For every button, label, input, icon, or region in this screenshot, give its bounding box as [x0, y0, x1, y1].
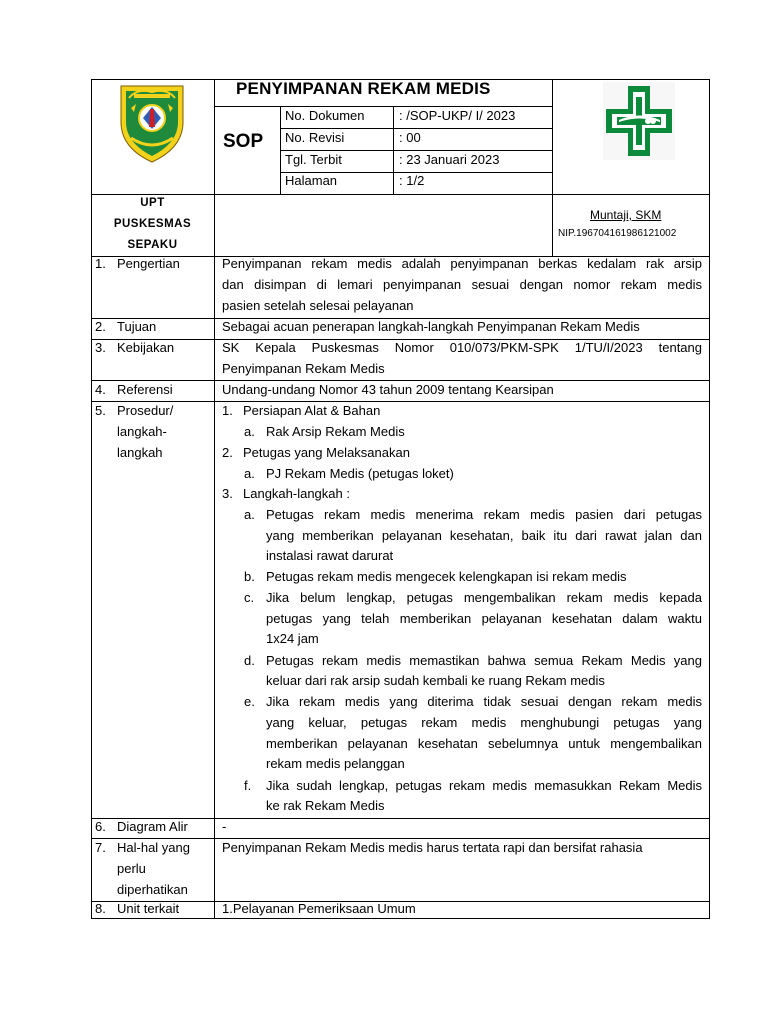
meta-value-doc: : /SOP-UKP/ I/ 2023 — [399, 108, 516, 123]
row-8-label: Unit terkait — [117, 901, 180, 916]
meta-value-date: : 23 Januari 2023 — [399, 152, 500, 167]
step-1-num: 1. — [222, 403, 233, 418]
row-7-num: 7. — [95, 840, 106, 855]
row-1-line-3: pasien setelah selesai pelayanan — [222, 298, 414, 313]
step-3e-line-2: yang keluar, petugas rekam medis menghubungi petugas yang — [266, 715, 702, 730]
row-line-4 — [91, 401, 710, 402]
row-1-line-1: Penyimpanan rekam medis adalah penyimpanan berkas kedalam rak arsip — [222, 256, 702, 271]
step-1a-text: Rak Arsip Rekam Medis — [266, 424, 405, 439]
row-5-label-3: langkah — [117, 445, 163, 460]
meta-label-rev: No. Revisi — [285, 130, 345, 145]
step-3a-line-1: Petugas rekam medis menerima rekam medis pasien dari petugas — [266, 507, 702, 522]
step-3a-letter: a. — [244, 507, 255, 522]
row-1-line-2: dan disimpan di lemari penyimpanan sesuai dengan nomor rekam medis — [222, 277, 702, 292]
step-3f-line-2: ke rak Rekam Medis — [266, 798, 385, 813]
sop-label: SOP — [223, 131, 264, 152]
meta-value-page: : 1/2 — [399, 173, 425, 188]
regency-emblem-icon — [117, 78, 187, 164]
row-7-text: Penyimpanan Rekam Medis medis harus tertata rapi dan bersifat rahasia — [222, 840, 643, 855]
row-3-label: Kebijakan — [117, 340, 175, 355]
organization-name — [91, 193, 214, 256]
step-3f-letter: f. — [244, 778, 252, 793]
row-2-num: 2. — [95, 319, 106, 334]
row-3-line-2: Penyimpanan Rekam Medis — [222, 361, 385, 376]
step-3c-letter: c. — [244, 590, 255, 605]
row-4-label: Referensi — [117, 382, 173, 397]
signatory-name: Muntaji, SKM — [590, 208, 662, 222]
row-1-label: Pengertian — [117, 256, 180, 271]
row-7-label-2: perlu — [117, 861, 146, 876]
step-3e-letter: e. — [244, 694, 255, 709]
step-1a-letter: a. — [244, 424, 255, 439]
step-3e-line-4: rekam medis pelanggan — [266, 756, 405, 771]
step-2-num: 2. — [222, 445, 233, 460]
step-3a-line-2: yang memberikan pelayanan kesehatan, baik itu dari rawat jalan dan — [266, 528, 702, 543]
row-4-text: Undang-undang Nomor 43 tahun 2009 tentang Kearsipan — [222, 382, 554, 397]
step-2a-text: PJ Rekam Medis (petugas loket) — [266, 466, 454, 481]
org-line-2: PUSKESMAS — [113, 218, 192, 230]
step-3c-line-3: 1x24 jam — [266, 631, 319, 646]
step-3a-line-3: instalasi rawat darurat — [266, 548, 394, 563]
org-line-3: SEPAKU — [127, 239, 178, 251]
row-5-label-1: Prosedur/ — [117, 403, 174, 418]
row-2-label: Tujuan — [117, 319, 157, 334]
step-3c-line-1: Jika belum lengkap, petugas mengembalikan rekam medis kepada — [266, 590, 702, 605]
row-1-num: 1. — [95, 256, 106, 271]
step-3d-line-1: Petugas rekam medis memastikan bahwa semua Rekam Medis yang — [266, 653, 702, 668]
meta-value-rev: : 00 — [399, 130, 421, 145]
step-3b-line-1: Petugas rekam medis mengecek kelengkapan isi rekam medis — [266, 569, 627, 584]
row-5-label-2: langkah- — [117, 424, 167, 439]
step-3d-letter: d. — [244, 653, 255, 668]
meta-label-date: Tgl. Terbit — [285, 152, 342, 167]
step-3f-line-1: Jika sudah lengkap, petugas rekam medis memasukkan Rekam Medis — [266, 778, 702, 793]
divider-label-col — [214, 256, 215, 919]
step-3-num: 3. — [222, 486, 233, 501]
step-3b-letter: b. — [244, 569, 255, 584]
row-3-line-1: SK Kepala Puskesmas Nomor 010/073/PKM-SPK 1/TU/I/2023 tentang — [222, 340, 702, 355]
puskesmas-logo-icon — [603, 82, 675, 160]
frame-right — [709, 79, 710, 919]
document-title: PENYIMPANAN REKAM MEDIS — [236, 79, 491, 98]
step-2a-letter: a. — [244, 466, 255, 481]
row-5-num: 5. — [95, 403, 106, 418]
step-3-title: Langkah-langkah : — [243, 486, 350, 501]
step-3d-line-2: keluar dari rak arsip sudah kembali ke ruang Rekam medis — [266, 673, 605, 688]
signatory-nip: NIP.196704161986121002 — [558, 228, 677, 239]
step-3c-line-2: petugas yang telah memberikan pelayanan kesehatan dalam waktu — [266, 611, 702, 626]
step-3e-line-3: memberikan pelayanan kesehatan sebelumnya untuk mengembalikan — [266, 736, 702, 751]
divider-right — [552, 79, 553, 257]
row-6-label: Diagram Alir — [117, 819, 188, 834]
row-7-label-3: diperhatikan — [117, 882, 188, 897]
step-1-title: Persiapan Alat & Bahan — [243, 403, 381, 418]
row-6-text: - — [222, 819, 227, 834]
frame-bottom — [91, 918, 710, 919]
org-line-1: UPT — [140, 197, 165, 209]
row-7-label-1: Hal-hal yang — [117, 840, 190, 855]
row-8-num: 8. — [95, 901, 106, 916]
row-8-text: 1.Pelayanan Pemeriksaan Umum — [222, 901, 416, 916]
meta-label-doc: No. Dokumen — [285, 108, 365, 123]
step-3e-line-1: Jika rekam medis yang diterima tidak sesuai dengan rekam medis — [266, 694, 702, 709]
row-4-num: 4. — [95, 382, 106, 397]
row-3-num: 3. — [95, 340, 106, 355]
step-2-title: Petugas yang Melaksanakan — [243, 445, 410, 460]
row-6-num: 6. — [95, 819, 106, 834]
row-2-text: Sebagai acuan penerapan langkah-langkah Penyimpanan Rekam Medis — [222, 319, 640, 334]
meta-label-page: Halaman — [285, 173, 338, 188]
